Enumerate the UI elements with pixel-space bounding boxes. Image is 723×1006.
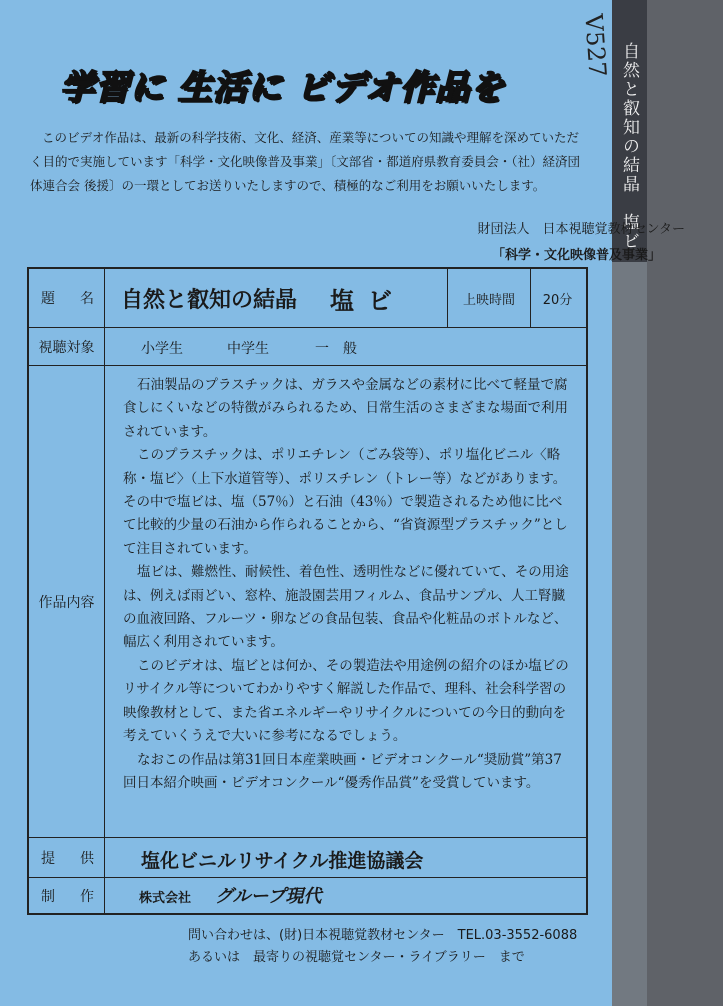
- provider-label-a: 提: [41, 850, 55, 867]
- producer-company-type: 株式会社: [139, 891, 192, 906]
- audience-label: 視聴対象: [29, 328, 105, 365]
- contact-line-1: 問い合わせは、(財)日本視聴覚教材センター TEL.03-3552-6088: [188, 928, 578, 943]
- producer-label: [29, 878, 105, 913]
- content-label: 作品内容: [29, 366, 105, 837]
- spine-lower: [612, 262, 647, 1006]
- content-paragraph: なおこの作品は第31回日本産業映画・ビデオコンクール“奨励賞”第37回日本紹介映画・ビデオコンクール“優秀作品賞”を受賞しています。: [123, 751, 562, 791]
- background-edge: [647, 0, 723, 1006]
- handwritten-code: V527: [579, 12, 612, 78]
- audience-elementary: 小学生: [141, 341, 183, 357]
- content-paragraph: 石油製品のプラスチックは、ガラスや金属などの素材に比べて軽量で腐食しにくいなどの特徴がみられるため、日常生活のさまざまな場面で利用されています。: [123, 377, 568, 440]
- producer-label-b: 作: [80, 888, 94, 905]
- title-label-b: 名: [80, 291, 94, 307]
- audience-general: 一 般: [315, 341, 357, 357]
- runtime-label: 上映時間: [447, 269, 531, 327]
- content-paragraph: このビデオは、塩ビとは何か、その製造法や用途例の紹介のほか塩ビのリサイクル等についてわかりやすく解説した作品で、理科、社会科学習の映像教材として、また省エネルギーやリサイクルについての今日的動向を考えていくうえで大いに参考になるでしょう。: [123, 657, 569, 745]
- headline: 学習に 生活に ビデオ作品を: [60, 68, 505, 108]
- title-label: [29, 269, 105, 327]
- producer-name: グループ現代: [215, 886, 322, 907]
- producer-row: [29, 878, 586, 913]
- title-label-a: 題: [41, 291, 55, 307]
- runtime-value: 20分: [542, 292, 573, 308]
- provider-name: 塩化ビニルリサイクル推進協議会: [141, 850, 424, 872]
- title-row: [29, 269, 586, 328]
- video-title-sub: 塩ビ: [330, 286, 406, 315]
- spine-label: 自然と叡知の結晶 塩ビ: [612, 0, 647, 262]
- info-table: [27, 267, 588, 915]
- project-name: 「科学・文化映像普及事業」: [491, 248, 661, 263]
- content-text: [123, 374, 575, 795]
- provider-row: [29, 838, 586, 878]
- content-paragraph: 塩ビは、難燃性、耐候性、着色性、透明性などに優れていて、その用途は、例えば雨どい、窓枠、施設園芸用フィルム、食品サンプル、人工腎臓の血液回路、フルーツ・卵などの食品包装、食品や化粧品のボトルなど、幅広く利用されています。: [123, 564, 569, 651]
- audience-row: [29, 328, 586, 366]
- audience-junior-high: 中学生: [227, 341, 269, 357]
- provider-label-b: 供: [80, 850, 94, 867]
- intro-paragraph: このビデオ作品は、最新の科学技術、文化、経済、産業等についての知識や理解を深めていただく目的で実施しています「科学・文化映像普及事業」〔文部省・都道府県教育委員会・（社）経済団体連合会 後援〕の一環としてお送りいたしますので、積極的なご利用をお願いいたします。: [30, 130, 581, 193]
- content-row: [29, 366, 586, 838]
- contact-line-2: あるいは 最寄りの視聴覚センター・ライブラリー まで: [188, 950, 525, 965]
- organization-name: 財団法人 日本視聴覚教材センター: [477, 222, 685, 237]
- video-title: 自然と叡知の結晶: [121, 287, 298, 313]
- provider-label: [29, 838, 105, 877]
- producer-label-a: 制: [41, 888, 55, 905]
- content-paragraph: このプラスチックは、ポリエチレン（ごみ袋等）、ポリ塩化ビニル〈略称・塩ビ〉（上下水道管等）、ポリスチレン（トレー等）などがあります。その中で塩ビは、塩（57％）と石油（43％）で製造されるため他に比べて比較的少量の石油から作られることから、“省資源型プラスチック”として注目されています。: [123, 447, 568, 557]
